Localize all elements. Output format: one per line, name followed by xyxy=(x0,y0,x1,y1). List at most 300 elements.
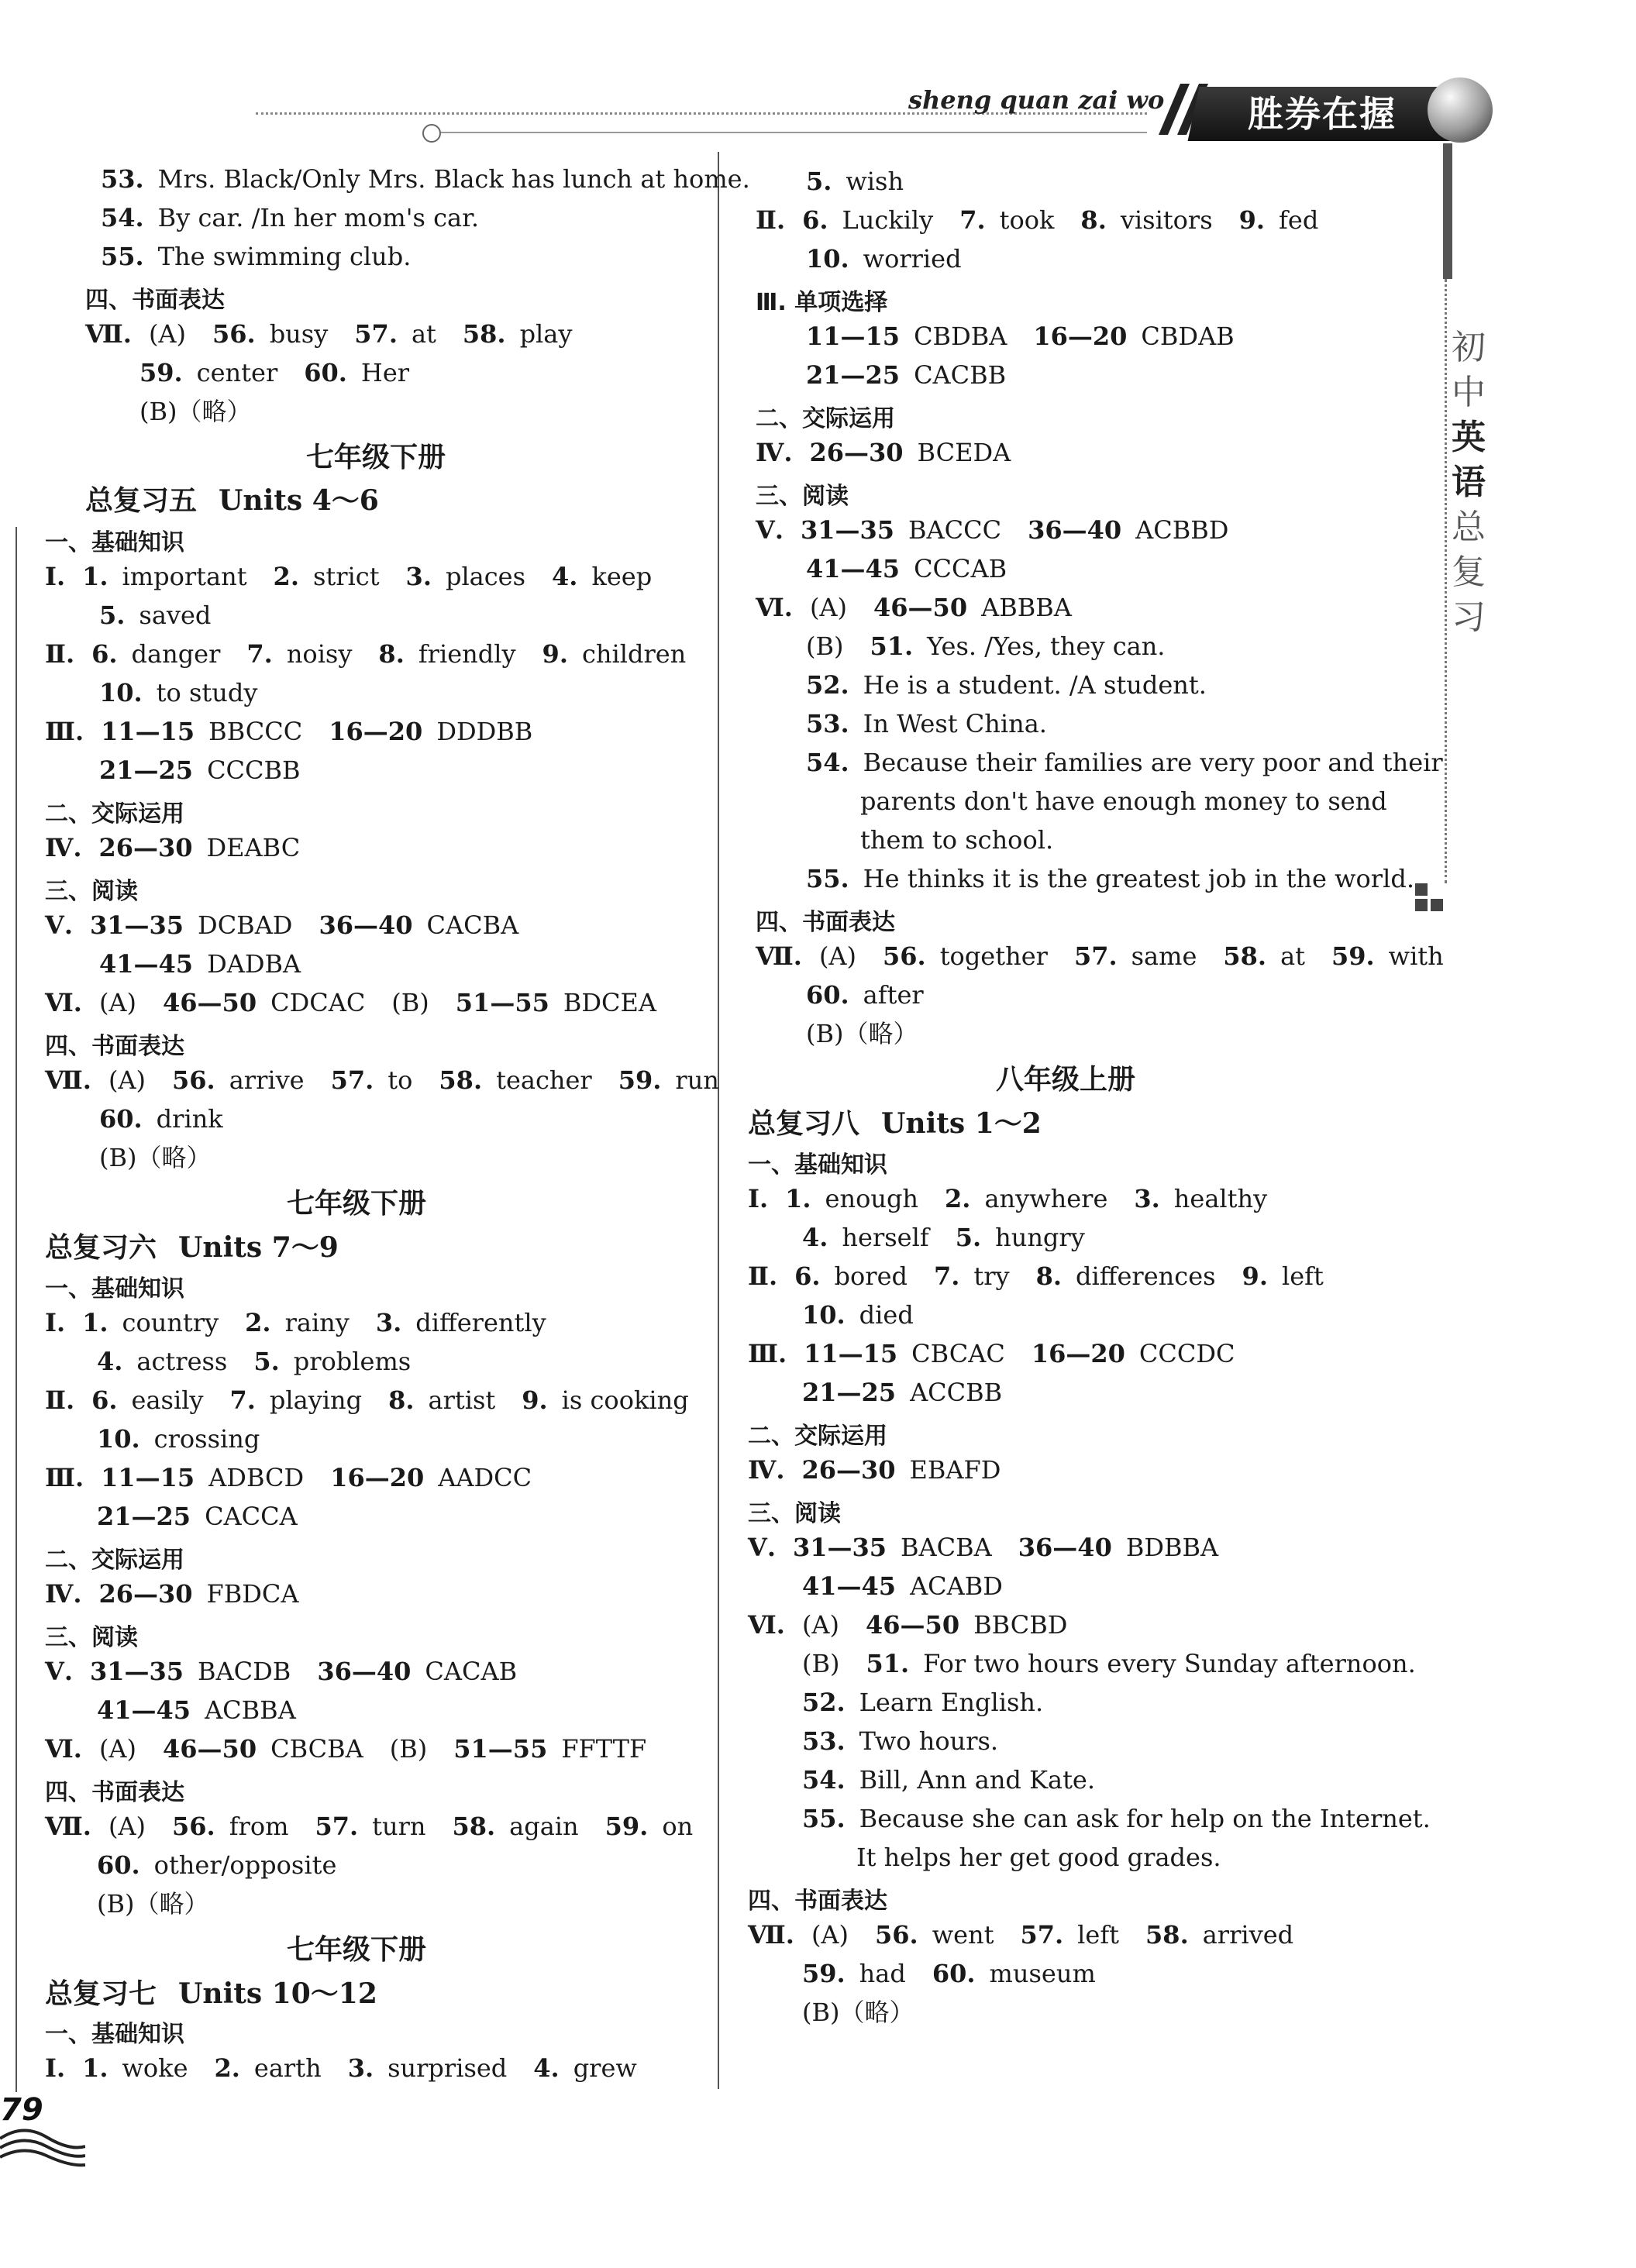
answer-text: 58. xyxy=(1223,941,1267,971)
answer-text: 60. xyxy=(97,1850,140,1880)
sidebar-bar xyxy=(1443,143,1452,279)
answer-text: 55. xyxy=(802,1804,846,1833)
answer-text: 57. xyxy=(315,1812,359,1841)
answer-line xyxy=(45,1463,532,1492)
answer-line xyxy=(45,1734,646,1764)
answer-line xyxy=(806,748,1443,777)
answer-text: CACAB xyxy=(425,1657,518,1686)
answer-text: turn xyxy=(372,1812,426,1841)
answer-line xyxy=(748,1455,1001,1485)
answer-text: play xyxy=(519,319,573,349)
answer-line: It helps her get good grades. xyxy=(856,1843,1221,1872)
answer-text: BCEDA xyxy=(917,438,1011,467)
sidebar-title xyxy=(1445,325,1492,640)
sidebar-char: 初 xyxy=(1452,328,1486,367)
answer-text: DCBAD xyxy=(198,910,293,940)
answer-text: 6. xyxy=(802,205,828,235)
answer-line xyxy=(806,167,904,196)
answer-line xyxy=(802,1765,1095,1795)
answer-text: 54. xyxy=(101,203,144,232)
answer-text: (A) xyxy=(818,941,857,971)
answer-text: (A) xyxy=(809,593,848,622)
answer-text: wish xyxy=(846,167,904,196)
answer-text: 16—20 xyxy=(1033,322,1128,351)
answer-text: Her xyxy=(360,358,410,387)
answer-text: 5. xyxy=(955,1223,982,1252)
answer-text: 21—25 xyxy=(97,1502,191,1531)
answer-text: Ⅰ. xyxy=(45,2053,66,2083)
section-heading: 四、书面表达 xyxy=(748,1888,887,1915)
answer-line xyxy=(756,515,1228,545)
answer-text: Ⅰ. xyxy=(45,1308,66,1337)
answer-text: Ⅶ. xyxy=(45,1065,91,1095)
answer-text: 46—50 xyxy=(163,1734,257,1764)
answer-text: 31—35 xyxy=(89,910,184,940)
answer-text: keep xyxy=(591,562,653,591)
answer-text: Ⅱ. xyxy=(45,639,75,669)
answer-text: left xyxy=(1281,1261,1324,1291)
answer-text: 53. xyxy=(101,164,144,194)
answer-line xyxy=(99,755,301,785)
answer-text: 1. xyxy=(785,1184,811,1213)
answer-text: noisy xyxy=(286,639,353,669)
answer-text: He thinks it is the greatest job in the world. xyxy=(863,864,1414,893)
answer-text: CCCBB xyxy=(207,755,301,785)
answer-text: BBCBD xyxy=(973,1610,1068,1640)
answer-text: 57. xyxy=(330,1065,374,1095)
answer-text: (B) xyxy=(802,1649,840,1678)
answer-line xyxy=(45,562,652,591)
answer-text: EBAFD xyxy=(909,1455,1001,1485)
answer-text: 3. xyxy=(1134,1184,1160,1213)
section-heading: 三、阅读 xyxy=(756,483,849,510)
answer-line xyxy=(802,1959,1096,1988)
answer-text: run xyxy=(675,1065,719,1095)
review-heading: 总复习七 Units 10～12 xyxy=(45,1977,377,2010)
answer-text: Because she can ask for help on the Internet. xyxy=(859,1804,1431,1833)
answer-text: CDCAC xyxy=(270,988,366,1017)
answer-text: FFTTF xyxy=(561,1734,647,1764)
answer-text: 59. xyxy=(618,1065,662,1095)
answer-text: 56. xyxy=(212,319,256,349)
answer-text: friendly xyxy=(418,639,516,669)
answer-text: By car. /In her mom's car. xyxy=(157,203,480,232)
answer-text: 59. xyxy=(1331,941,1375,971)
answer-text: center xyxy=(196,358,278,387)
answer-text: 10. xyxy=(802,1300,846,1330)
answer-text: enough xyxy=(825,1184,919,1213)
answer-text: museum xyxy=(989,1959,1096,1988)
answer-text: herself xyxy=(842,1223,929,1252)
answer-text: 51. xyxy=(866,1649,910,1678)
answer-text: together xyxy=(939,941,1048,971)
answer-text: CBDAB xyxy=(1141,322,1235,351)
answer-line xyxy=(45,910,518,940)
answer-text: 51. xyxy=(870,632,914,661)
answer-text: at xyxy=(1280,941,1305,971)
answer-text: 8. xyxy=(1035,1261,1063,1291)
answer-text: artist xyxy=(428,1385,496,1415)
answer-text: bored xyxy=(834,1261,908,1291)
left-margin-rule xyxy=(15,527,17,2092)
header-pinyin: sheng quan zai wo xyxy=(908,85,1165,115)
answer-line xyxy=(139,358,409,387)
answer-text: 21—25 xyxy=(99,755,194,785)
sidebar-char: 中 xyxy=(1452,373,1486,412)
answer-text: after xyxy=(863,980,924,1010)
answer-text: 6. xyxy=(794,1261,821,1291)
answer-line xyxy=(802,1378,1002,1407)
answer-text: Ⅲ. xyxy=(748,1339,787,1368)
grade-heading: 七年级下册 xyxy=(287,1188,427,1220)
answer-text: Ⅴ. xyxy=(45,1657,73,1686)
answer-text: grew xyxy=(573,2053,637,2083)
answer-text: 26—30 xyxy=(98,833,193,862)
answer-text: 3. xyxy=(375,1308,402,1337)
answer-line xyxy=(99,601,211,630)
answer-text: BDCEA xyxy=(563,988,656,1017)
answer-text: places xyxy=(445,562,526,591)
answer-text: (A) xyxy=(108,1065,146,1095)
review-heading: 总复习六 Units 7～9 xyxy=(45,1231,339,1264)
answer-text: other/opposite xyxy=(153,1850,337,1880)
answer-line xyxy=(99,949,301,979)
answer-text: anywhere xyxy=(984,1184,1108,1213)
answer-line xyxy=(806,322,1235,351)
answer-text: 41—45 xyxy=(99,949,194,979)
answer-text: Ⅴ. xyxy=(756,515,784,545)
answer-text: ABBBA xyxy=(981,593,1072,622)
answer-text: differently xyxy=(415,1308,546,1337)
answer-text: is cooking xyxy=(561,1385,689,1415)
answer-line: (B)（略） xyxy=(99,1143,212,1172)
section-heading: 四、书面表达 xyxy=(45,1779,184,1806)
answer-line xyxy=(101,164,750,194)
answer-text: country xyxy=(122,1308,219,1337)
answer-text: 26—30 xyxy=(98,1579,193,1609)
answer-text: For two hours every Sunday afternoon. xyxy=(923,1649,1416,1678)
column-separator xyxy=(718,152,719,2089)
answer-text: 4. xyxy=(97,1347,123,1376)
answer-line xyxy=(748,1261,1324,1291)
answer-line xyxy=(748,1339,1235,1368)
answer-line xyxy=(806,709,1047,738)
answer-text: He is a student. /A student. xyxy=(863,670,1207,700)
answer-text: BACCC xyxy=(908,515,1002,545)
answer-text: 16—20 xyxy=(330,1463,425,1492)
answer-line xyxy=(99,678,257,707)
answer-text: Mrs. Black/Only Mrs. Black has lunch at home. xyxy=(157,164,750,194)
section-heading: 一、基础知识 xyxy=(45,2021,184,2048)
answer-line xyxy=(806,244,962,274)
answer-line xyxy=(97,1695,296,1725)
answer-text: 56. xyxy=(172,1812,215,1841)
answer-text: CACCA xyxy=(205,1502,298,1531)
answer-text: Ⅵ. xyxy=(45,988,82,1017)
answer-text: 36—40 xyxy=(317,1657,412,1686)
answer-text: 41—45 xyxy=(806,554,901,583)
answer-text: Bill, Ann and Kate. xyxy=(859,1765,1096,1795)
answer-text: 52. xyxy=(802,1688,846,1717)
answer-line xyxy=(806,360,1006,390)
answer-line xyxy=(748,1610,1067,1640)
section-heading: 二、交际运用 xyxy=(45,1547,184,1574)
answer-text: ACCBB xyxy=(910,1378,1003,1407)
answer-text: 1. xyxy=(82,1308,108,1337)
answer-text: 4. xyxy=(802,1223,828,1252)
header-title: 胜券在握 xyxy=(1248,93,1397,135)
answer-text: 31—35 xyxy=(792,1533,887,1562)
answer-text: Ⅳ. xyxy=(45,1579,82,1609)
answer-line xyxy=(802,1649,1416,1678)
answer-line xyxy=(802,1571,1003,1601)
answer-text: Ⅶ. xyxy=(45,1812,91,1841)
answer-text: Ⅳ. xyxy=(756,438,793,467)
answer-text: hungry xyxy=(995,1223,1085,1252)
answer-text: 46—50 xyxy=(873,593,968,622)
answer-text: arrived xyxy=(1202,1920,1294,1950)
answer-text: (B) xyxy=(389,1734,428,1764)
answer-text: healthy xyxy=(1173,1184,1268,1213)
answer-text: CACBA xyxy=(426,910,519,940)
answer-text: Two hours. xyxy=(859,1726,999,1756)
answer-text: try xyxy=(973,1261,1010,1291)
answer-text: 8. xyxy=(378,639,405,669)
sidebar-char: 复 xyxy=(1452,552,1486,592)
answer-text: 60. xyxy=(304,358,347,387)
section-heading: 一、基础知识 xyxy=(45,529,184,556)
answer-text: 54. xyxy=(806,748,849,777)
section-heading: 四、书面表达 xyxy=(45,1033,184,1060)
grade-heading: 七年级下册 xyxy=(287,1934,427,1966)
answer-text: 56. xyxy=(172,1065,215,1095)
answer-line xyxy=(45,1065,719,1095)
answer-line xyxy=(99,1104,223,1134)
answer-line xyxy=(97,1424,260,1454)
answer-text: 52. xyxy=(806,670,849,700)
answer-text: crossing xyxy=(153,1424,260,1454)
answer-line xyxy=(97,1850,336,1880)
answer-text: In West China. xyxy=(863,709,1047,738)
answer-text: Ⅲ. xyxy=(45,717,84,746)
answer-text: earth xyxy=(253,2053,322,2083)
answer-text: 6. xyxy=(91,639,118,669)
answer-line xyxy=(748,1184,1267,1213)
answer-text: 55. xyxy=(101,242,144,271)
answer-line: them to school. xyxy=(860,825,1054,855)
answer-text: 3. xyxy=(405,562,432,591)
answer-text: drink xyxy=(156,1104,223,1134)
answer-text: 10. xyxy=(806,244,849,274)
sidebar-square xyxy=(1415,899,1428,911)
answer-text: 56. xyxy=(883,941,926,971)
answer-text: 9. xyxy=(542,639,568,669)
answer-text: Ⅶ. xyxy=(748,1920,794,1950)
answer-text: 11—15 xyxy=(101,717,195,746)
sidebar-char: 习 xyxy=(1452,597,1486,637)
answer-line xyxy=(802,1804,1431,1833)
review-heading: 总复习五 Units 4～6 xyxy=(85,484,379,517)
answer-line xyxy=(756,593,1072,622)
answer-text: from xyxy=(229,1812,289,1841)
sidebar-square xyxy=(1415,883,1428,896)
grade-heading: 七年级下册 xyxy=(306,442,446,473)
answer-text: danger xyxy=(131,639,221,669)
answer-text: Ⅰ. xyxy=(748,1184,769,1213)
answer-text: playing xyxy=(269,1385,363,1415)
answer-text: 7. xyxy=(933,1261,960,1291)
answer-text: 7. xyxy=(246,639,273,669)
answer-text: 9. xyxy=(522,1385,548,1415)
answer-text: 46—50 xyxy=(866,1610,960,1640)
answer-text: (A) xyxy=(108,1812,146,1841)
answer-text: DADBA xyxy=(207,949,301,979)
answer-text: 4. xyxy=(552,562,578,591)
answer-text: 2. xyxy=(945,1184,971,1213)
answer-line xyxy=(45,1657,517,1686)
answer-text: DDDBB xyxy=(436,717,533,746)
answer-text: 7. xyxy=(229,1385,256,1415)
answer-text: 31—35 xyxy=(89,1657,184,1686)
answer-text: Ⅴ. xyxy=(748,1533,776,1562)
answer-text: worried xyxy=(863,244,962,274)
answer-line xyxy=(45,2053,637,2083)
answer-text: CCCAB xyxy=(914,554,1007,583)
answer-text: 57. xyxy=(1020,1920,1064,1950)
answer-text: 8. xyxy=(1080,205,1107,235)
answer-text: busy xyxy=(269,319,329,349)
answer-text: visitors xyxy=(1120,205,1213,235)
answer-line xyxy=(101,242,411,271)
answer-text: 10. xyxy=(97,1424,140,1454)
answer-line: (B)（略） xyxy=(97,1889,209,1919)
answer-text: arrive xyxy=(229,1065,305,1095)
answer-text: (A) xyxy=(811,1920,849,1950)
answer-text: 36—40 xyxy=(1028,515,1122,545)
answer-text: 11—15 xyxy=(806,322,901,351)
section-heading: 二、交际运用 xyxy=(756,405,895,432)
answer-line xyxy=(85,319,572,349)
answer-text: 9. xyxy=(1242,1261,1268,1291)
grade-heading: 八年级上册 xyxy=(996,1064,1136,1096)
answer-text: Because their families are very poor and their xyxy=(863,748,1443,777)
answer-text: 7. xyxy=(959,205,986,235)
answer-text: Ⅳ. xyxy=(748,1455,785,1485)
answer-text: BACBA xyxy=(901,1533,992,1562)
answer-line xyxy=(45,988,656,1017)
answer-text: (A) xyxy=(98,1734,137,1764)
answer-line xyxy=(45,833,300,862)
answer-text: 1. xyxy=(82,2053,108,2083)
header-banner xyxy=(1188,87,1463,141)
answer-text: 41—45 xyxy=(802,1571,897,1601)
answer-text: Ⅶ. xyxy=(756,941,802,971)
answer-text: Ⅱ. xyxy=(756,205,786,235)
answer-text: 57. xyxy=(1073,941,1118,971)
answer-text: Ⅴ. xyxy=(45,910,73,940)
answer-line xyxy=(45,1308,546,1337)
answer-text: 57. xyxy=(354,319,398,349)
answer-text: same xyxy=(1131,941,1197,971)
answer-text: to study xyxy=(156,678,258,707)
section-heading: 四、书面表达 xyxy=(756,909,895,936)
answer-line xyxy=(756,205,1318,235)
answer-line: (B)（略） xyxy=(806,1019,918,1048)
answer-line: (B)（略） xyxy=(802,1998,914,2027)
answer-line xyxy=(802,1726,998,1756)
answer-text: 11—15 xyxy=(804,1339,898,1368)
answer-text: 59. xyxy=(802,1959,846,1988)
answer-text: 31—35 xyxy=(800,515,895,545)
answer-text: 11—15 xyxy=(101,1463,195,1492)
answer-text: 2. xyxy=(214,2053,240,2083)
answer-text: ACABD xyxy=(910,1571,1003,1601)
answer-text: FBDCA xyxy=(206,1579,299,1609)
answer-text: differences xyxy=(1076,1261,1216,1291)
answer-text: 58. xyxy=(452,1812,496,1841)
answer-text: 21—25 xyxy=(806,360,901,390)
answer-text: CCCDC xyxy=(1138,1339,1235,1368)
answer-text: children xyxy=(581,639,687,669)
answer-text: 8. xyxy=(388,1385,415,1415)
answer-text: The swimming club. xyxy=(157,242,412,271)
sidebar-char: 总 xyxy=(1452,508,1486,547)
answer-text: actress xyxy=(136,1347,228,1376)
answer-text: 51—55 xyxy=(453,1734,548,1764)
answer-text: 6. xyxy=(91,1385,118,1415)
section-heading: 三、阅读 xyxy=(45,1624,138,1651)
page-number-wave-ornament xyxy=(0,2123,85,2170)
answer-text: Ⅳ. xyxy=(45,833,82,862)
answer-text: 3. xyxy=(347,2053,374,2083)
answer-text: 10. xyxy=(99,678,143,707)
sidebar-char: 英 xyxy=(1452,418,1486,457)
answer-text: 54. xyxy=(802,1765,846,1795)
answer-line xyxy=(802,1223,1085,1252)
answer-line xyxy=(97,1347,411,1376)
answer-text: 26—30 xyxy=(801,1455,896,1485)
answer-text: 41—45 xyxy=(97,1695,191,1725)
answer-line xyxy=(756,941,1444,971)
review-heading: 总复习八 Units 1～2 xyxy=(748,1107,1042,1140)
answer-text: took xyxy=(999,205,1055,235)
answer-text: left xyxy=(1077,1920,1120,1950)
answer-line xyxy=(802,1300,914,1330)
section-heading: 二、交际运用 xyxy=(748,1423,887,1450)
answer-line xyxy=(45,1812,693,1841)
answer-text: strict xyxy=(312,562,380,591)
sidebar-char: 语 xyxy=(1452,463,1486,502)
answer-line xyxy=(97,1502,298,1531)
answer-text: 51—55 xyxy=(455,988,549,1017)
answer-text: 60. xyxy=(806,980,849,1010)
answer-line xyxy=(748,1920,1293,1950)
answer-line xyxy=(756,438,1011,467)
answer-text: CBCBA xyxy=(270,1734,363,1764)
answer-text: BBCCC xyxy=(208,717,303,746)
answer-text: Ⅰ. xyxy=(45,562,66,591)
header-ball-ornament xyxy=(1428,77,1493,143)
section-heading: 三、阅读 xyxy=(45,878,138,905)
answer-line xyxy=(45,639,686,669)
answer-text: 46—50 xyxy=(163,988,257,1017)
answer-text: 59. xyxy=(604,1812,649,1841)
answer-text: Ⅱ. xyxy=(748,1261,778,1291)
answer-text: 5. xyxy=(806,167,832,196)
answer-text: went xyxy=(932,1920,994,1950)
answer-text: 56. xyxy=(875,1920,918,1950)
header-circle-ornament xyxy=(422,124,441,143)
